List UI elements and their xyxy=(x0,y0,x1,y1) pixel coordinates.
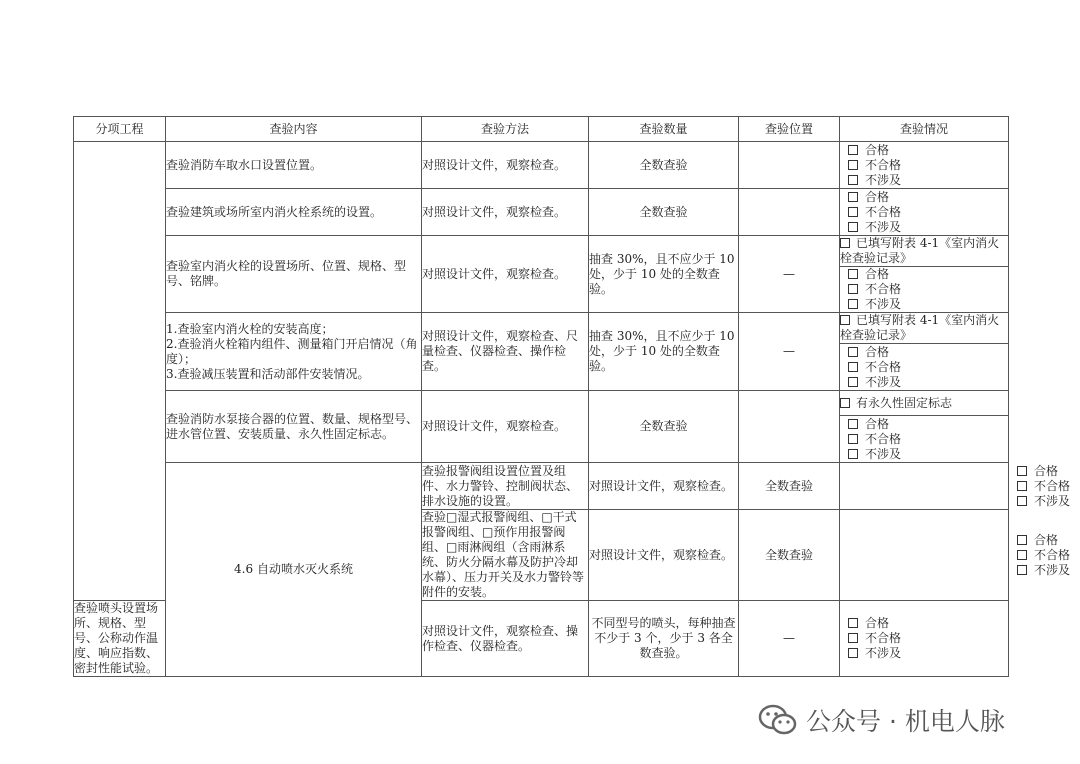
option-fail[interactable]: 不合格 xyxy=(840,205,1008,220)
row-method: 对照设计文件，观察检查、尺量检查、仪器检查、操作检查。 xyxy=(422,313,589,391)
row-content: 查验喷头设置场所、规格、型号、公称动作温度、响应指数、密封性能试验。 xyxy=(74,601,166,677)
table-row xyxy=(74,313,1009,344)
option-pass[interactable]: 合格 xyxy=(840,345,1008,360)
checkbox-icon xyxy=(1017,565,1027,575)
row-quantity: 全数查验 xyxy=(589,189,739,236)
group-cell-hydrant xyxy=(74,142,166,601)
header-method: 查验方法 xyxy=(422,117,589,142)
option-na[interactable]: 不涉及 xyxy=(1009,563,1017,578)
option-pass[interactable]: 合格 xyxy=(840,190,1008,205)
row-content: 查验□湿式报警阀组、□干式报警阀组、□预作用报警阀组、□雨淋阀组（含雨淋系统、防火分隔水幕及防护冷却水幕）、压力开关及水力警铃等附件的安装。 xyxy=(422,510,589,601)
row-quantity: 全数查验 xyxy=(589,391,739,463)
checkbox-icon xyxy=(848,347,858,357)
row-content: 查验报警阀组设置位置及组件、水力警铃、控制阀状态、排水设施的设置。 xyxy=(422,463,589,510)
option-fail[interactable]: 不合格 xyxy=(1009,548,1017,563)
option-fail[interactable]: 不合格 xyxy=(1009,479,1017,494)
record-note-option[interactable]: 已填写附表 4-1《室内消火栓查验记录》 xyxy=(840,313,1009,344)
option-fail[interactable]: 不合格 xyxy=(840,432,1008,447)
checkbox-icon xyxy=(848,192,858,202)
header-location: 查验位置 xyxy=(739,117,840,142)
content-line: 2.查验消火栓箱内组件、测量箱门开启情况（角度）； xyxy=(166,336,418,366)
checkbox-icon xyxy=(1017,496,1027,506)
row-location xyxy=(840,510,1009,601)
row-location xyxy=(739,391,840,463)
row-location xyxy=(739,189,840,236)
status-options xyxy=(840,416,1009,463)
status-options xyxy=(840,601,1009,677)
row-quantity: 抽查 30%，且不应少于 10 处，少于 10 处的全数查验。 xyxy=(589,236,739,313)
checkbox-icon xyxy=(848,222,858,232)
option-pass[interactable]: 合格 xyxy=(840,417,1008,432)
table-row xyxy=(74,142,1009,189)
option-pass[interactable]: 合格 xyxy=(840,267,1008,282)
row-location xyxy=(840,463,1009,510)
permanent-mark-option[interactable]: 有永久性固定标志 xyxy=(840,391,1009,416)
option-na[interactable]: 不涉及 xyxy=(840,220,1008,235)
row-location xyxy=(739,142,840,189)
row-quantity: 全数查验 xyxy=(589,142,739,189)
content-line: 1.查验室内消火栓的安装高度； xyxy=(166,321,334,336)
status-options xyxy=(840,142,1009,189)
checkbox-icon xyxy=(1017,535,1027,545)
checkbox-icon xyxy=(1017,466,1027,476)
checkbox-icon xyxy=(848,377,858,387)
row-content: 查验消防水泵接合器的位置、数量、规格型号、进水管位置、安装质量、永久性固定标志。 xyxy=(166,391,422,463)
checkbox-icon xyxy=(848,175,858,185)
row-location: — xyxy=(739,236,840,313)
table-header-row xyxy=(74,117,1009,142)
row-quantity: 全数查验 xyxy=(739,463,840,510)
table-row xyxy=(74,189,1009,236)
row-method: 对照设计文件，观察检查。 xyxy=(422,189,589,236)
row-method: 对照设计文件，观察检查、操作检查、仪器检查。 xyxy=(422,601,589,677)
checkbox-icon xyxy=(1017,550,1027,560)
row-method: 对照设计文件，观察检查。 xyxy=(422,236,589,313)
row-content xyxy=(166,313,422,391)
option-pass[interactable]: 合格 xyxy=(1009,464,1017,479)
option-na[interactable]: 不涉及 xyxy=(840,297,1008,312)
status-options xyxy=(840,267,1009,313)
table-row xyxy=(74,463,1009,510)
row-quantity: 不同型号的喷头，每种抽查不少于 3 个，少于 3 各全数查验。 xyxy=(589,601,739,677)
row-content: 查验建筑或场所室内消火栓系统的设置。 xyxy=(166,189,422,236)
option-na[interactable]: 不涉及 xyxy=(840,646,1008,661)
row-method: 对照设计文件，观察检查。 xyxy=(589,463,739,510)
checkbox-icon xyxy=(840,315,850,325)
checkbox-icon xyxy=(848,160,858,170)
option-fail[interactable]: 不合格 xyxy=(840,631,1008,646)
checkbox-icon xyxy=(1017,481,1027,491)
row-method: 对照设计文件，观察检查。 xyxy=(422,142,589,189)
option-na[interactable]: 不涉及 xyxy=(840,375,1008,390)
row-content: 查验室内消火栓的设置场所、位置、规格、型号、铭牌。 xyxy=(166,236,422,313)
option-pass[interactable]: 合格 xyxy=(840,143,1008,158)
group-label: 4.6 自动喷水灭火系统 xyxy=(166,463,422,677)
status-options xyxy=(840,344,1009,391)
row-location: — xyxy=(739,601,840,677)
checkbox-icon xyxy=(848,434,858,444)
row-content: 查验消防车取水口设置位置。 xyxy=(166,142,422,189)
checkbox-icon xyxy=(848,269,858,279)
checkbox-icon xyxy=(840,398,850,408)
row-method: 对照设计文件，观察检查。 xyxy=(422,391,589,463)
header-status: 查验情况 xyxy=(840,117,1009,142)
record-note-option[interactable]: 已填写附表 4-1《室内消火栓查验记录》 xyxy=(840,236,1009,267)
checkbox-icon xyxy=(848,618,858,628)
checkbox-icon xyxy=(848,299,858,309)
table-row xyxy=(74,391,1009,416)
option-na[interactable]: 不涉及 xyxy=(840,447,1008,462)
option-na[interactable]: 不涉及 xyxy=(840,173,1008,188)
checkbox-icon xyxy=(848,207,858,217)
watermark-text: 公众号 · 机电人脉 xyxy=(806,707,1005,736)
status-options xyxy=(840,189,1009,236)
checkbox-icon xyxy=(840,238,850,248)
wechat-icon xyxy=(758,703,798,737)
option-fail[interactable]: 不合格 xyxy=(840,282,1008,297)
watermark xyxy=(758,700,1005,740)
checkbox-icon xyxy=(848,648,858,658)
checkbox-icon xyxy=(848,145,858,155)
checkbox-icon xyxy=(848,362,858,372)
checkbox-icon xyxy=(848,419,858,429)
option-pass[interactable]: 合格 xyxy=(840,616,1008,631)
inspection-table xyxy=(73,116,1071,677)
checkbox-icon xyxy=(848,449,858,459)
option-fail[interactable]: 不合格 xyxy=(840,158,1008,173)
option-fail[interactable]: 不合格 xyxy=(840,360,1008,375)
table-row xyxy=(74,236,1009,267)
row-method: 对照设计文件，观察检查。 xyxy=(589,510,739,601)
row-quantity: 全数查验 xyxy=(739,510,840,601)
header-content: 查验内容 xyxy=(166,117,422,142)
content-line: 3.查验减压装置和活动部件安装情况。 xyxy=(166,366,370,381)
option-na[interactable]: 不涉及 xyxy=(1009,494,1017,509)
option-pass[interactable]: 合格 xyxy=(1009,533,1017,548)
checkbox-icon xyxy=(848,284,858,294)
header-category: 分项工程 xyxy=(74,117,166,142)
row-quantity: 抽查 30%，且不应少于 10 处，少于 10 处的全数查验。 xyxy=(589,313,739,391)
row-location: — xyxy=(739,313,840,391)
checkbox-icon xyxy=(848,633,858,643)
header-quantity: 查验数量 xyxy=(589,117,739,142)
